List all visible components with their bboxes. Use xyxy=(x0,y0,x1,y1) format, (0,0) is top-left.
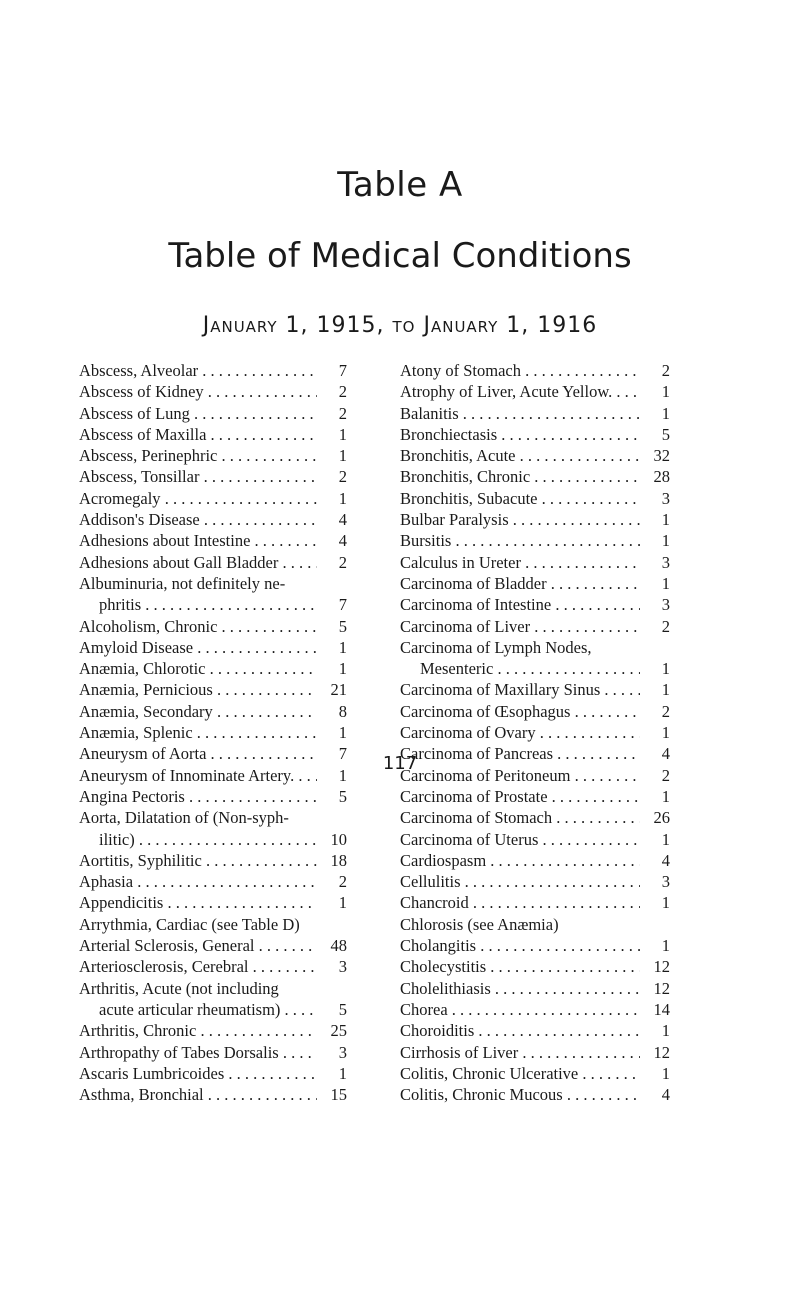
case-count: 1 xyxy=(661,659,670,679)
condition-name: Abscess of Kidney . . . xyxy=(79,381,317,402)
condition-name: acute articular rheumatism) . . . xyxy=(99,999,317,1020)
condition-entry xyxy=(79,616,347,637)
case-count: 3 xyxy=(338,1042,347,1062)
condition-entry xyxy=(79,871,347,892)
condition-entry xyxy=(79,360,347,381)
case-count: 1 xyxy=(661,510,670,530)
condition-name: Carcinoma of Œsophagus . . . xyxy=(400,701,640,722)
condition-entry xyxy=(400,999,670,1020)
condition-entry xyxy=(79,1063,347,1084)
condition-entry xyxy=(79,892,347,913)
condition-name: Choroiditis . . . xyxy=(400,1020,640,1041)
condition-name: Abscess of Maxilla . . . xyxy=(79,424,317,445)
condition-entry xyxy=(400,1020,670,1041)
condition-entry xyxy=(400,637,670,680)
condition-entry xyxy=(400,850,670,871)
condition-name: Arteriosclerosis, Cerebral . . . xyxy=(79,956,317,977)
case-count: 4 xyxy=(338,510,347,530)
condition-entry xyxy=(79,381,347,402)
condition-name: Asthma, Bronchial . . . xyxy=(79,1084,317,1105)
case-count: 2 xyxy=(338,467,347,487)
case-count: 21 xyxy=(330,680,347,700)
condition-entry xyxy=(400,530,670,551)
date-range: January 1, 1915, to January 1, 1916 xyxy=(202,313,598,338)
condition-entry xyxy=(79,1020,347,1041)
case-count: 48 xyxy=(330,936,347,956)
case-count: 1 xyxy=(661,1021,670,1041)
condition-entry xyxy=(400,701,670,722)
case-count: 12 xyxy=(653,978,670,998)
case-count: 8 xyxy=(338,701,347,721)
condition-entry xyxy=(79,1084,347,1105)
case-count: 4 xyxy=(661,744,670,764)
condition-name: Aortitis, Syphilitic . . . xyxy=(79,850,317,871)
condition-name: Abscess, Tonsillar . . . xyxy=(79,466,317,487)
condition-entry xyxy=(400,786,670,807)
condition-name: Anæmia, Secondary . . . xyxy=(79,701,317,722)
condition-entry xyxy=(79,509,347,530)
left-column xyxy=(79,360,347,1105)
condition-name: Atony of Stomach . . . xyxy=(400,360,640,381)
condition-name: Carcinoma of Peritoneum . . . xyxy=(400,765,640,786)
case-count: 5 xyxy=(661,424,670,444)
condition-entry xyxy=(79,573,347,616)
condition-name: phritis . . . xyxy=(99,594,317,615)
condition-entry xyxy=(400,381,670,402)
condition-name: Abscess, Perinephric . . . xyxy=(79,445,317,466)
case-count: 1 xyxy=(661,680,670,700)
case-count: 1 xyxy=(338,446,347,466)
condition-entry xyxy=(400,935,670,956)
case-count: 3 xyxy=(661,552,670,572)
case-count: 32 xyxy=(653,446,670,466)
condition-entry xyxy=(400,424,670,445)
case-count: 12 xyxy=(653,1042,670,1062)
case-count: 5 xyxy=(338,616,347,636)
condition-name: Atrophy of Liver, Acute Yellow. . . . xyxy=(400,381,640,402)
case-count: 2 xyxy=(661,616,670,636)
case-count: 1 xyxy=(338,659,347,679)
condition-entry xyxy=(79,424,347,445)
condition-name: Carcinoma of Pancreas . . . xyxy=(400,743,640,764)
case-count: 1 xyxy=(338,1063,347,1083)
condition-name: Addison's Disease . . . xyxy=(79,509,317,530)
condition-name: Chorea . . . xyxy=(400,999,640,1020)
condition-name: Bronchitis, Chronic . . . xyxy=(400,466,640,487)
case-count: 2 xyxy=(338,403,347,423)
condition-name: Cholecystitis . . . xyxy=(400,956,640,977)
case-count: 25 xyxy=(330,1021,347,1041)
case-count: 26 xyxy=(653,808,670,828)
case-count: 3 xyxy=(661,488,670,508)
table-label: Table A xyxy=(337,165,463,205)
condition-name: Abscess, Alveolar . . . xyxy=(79,360,317,381)
case-count: 4 xyxy=(661,1085,670,1105)
case-count: 1 xyxy=(661,893,670,913)
condition-name: Carcinoma of Maxillary Sinus . . . xyxy=(400,679,640,700)
condition-name: Albuminuria, not definitely ne- xyxy=(79,573,286,593)
condition-entry xyxy=(79,445,347,466)
case-count: 1 xyxy=(661,723,670,743)
condition-name: Carcinoma of Lymph Nodes, xyxy=(400,637,592,657)
condition-entry xyxy=(400,722,670,743)
condition-name: Carcinoma of Ovary . . . xyxy=(400,722,640,743)
condition-entry xyxy=(79,658,347,679)
condition-entry xyxy=(400,1042,670,1063)
case-count: 1 xyxy=(661,382,670,402)
condition-entry xyxy=(400,978,670,999)
condition-name: Arterial Sclerosis, General . . . xyxy=(79,935,317,956)
case-count: 5 xyxy=(338,999,347,1019)
case-count: 1 xyxy=(661,573,670,593)
case-count: 1 xyxy=(338,765,347,785)
condition-name: Arrythmia, Cardiac (see Table D) xyxy=(79,914,300,934)
condition-entry xyxy=(79,679,347,700)
condition-entry xyxy=(79,403,347,424)
condition-entry xyxy=(79,978,347,1021)
condition-entry xyxy=(400,360,670,381)
condition-entry xyxy=(400,466,670,487)
condition-name: Anæmia, Chlorotic . . . xyxy=(79,658,317,679)
condition-name: Bronchitis, Acute . . . xyxy=(400,445,640,466)
condition-name: Chlorosis (see Anæmia) xyxy=(400,914,559,934)
condition-name: Chancroid . . . xyxy=(400,892,640,913)
condition-name: Anæmia, Splenic . . . xyxy=(79,722,317,743)
case-count: 18 xyxy=(330,850,347,870)
condition-name: Cholelithiasis . . . xyxy=(400,978,640,999)
case-count: 7 xyxy=(338,595,347,615)
case-count: 1 xyxy=(338,488,347,508)
case-count: 5 xyxy=(338,786,347,806)
case-count: 3 xyxy=(661,595,670,615)
condition-name: Anæmia, Pernicious . . . xyxy=(79,679,317,700)
condition-name: Angina Pectoris . . . xyxy=(79,786,317,807)
condition-name: Aneurysm of Aorta . . . xyxy=(79,743,317,764)
condition-entry xyxy=(400,445,670,466)
condition-entry xyxy=(400,829,670,850)
condition-entry xyxy=(79,956,347,977)
case-count: 15 xyxy=(330,1085,347,1105)
case-count: 2 xyxy=(661,701,670,721)
condition-entry xyxy=(400,871,670,892)
condition-name: Colitis, Chronic Ulcerative . . . xyxy=(400,1063,640,1084)
case-count: 1 xyxy=(661,1063,670,1083)
condition-name: Acromegaly . . . xyxy=(79,488,317,509)
condition-entry xyxy=(79,488,347,509)
case-count: 1 xyxy=(338,893,347,913)
condition-name: Carcinoma of Intestine . . . xyxy=(400,594,640,615)
condition-name: Colitis, Chronic Mucous . . . xyxy=(400,1084,640,1105)
case-count: 1 xyxy=(661,786,670,806)
condition-entry xyxy=(79,637,347,658)
case-count: 1 xyxy=(661,936,670,956)
condition-name: Carcinoma of Stomach . . . xyxy=(400,807,640,828)
condition-entry xyxy=(400,616,670,637)
case-count: 1 xyxy=(661,403,670,423)
condition-name: ilitic) . . . xyxy=(99,829,317,850)
case-count: 4 xyxy=(338,531,347,551)
condition-entry xyxy=(79,914,347,935)
condition-name: Cellulitis . . . xyxy=(400,871,640,892)
case-count: 1 xyxy=(661,829,670,849)
case-count: 28 xyxy=(653,467,670,487)
condition-name: Balanitis . . . xyxy=(400,403,640,424)
condition-name: Mesenteric . . . xyxy=(420,658,640,679)
condition-entry xyxy=(79,807,347,850)
condition-name: Cardiospasm . . . xyxy=(400,850,640,871)
condition-entry xyxy=(79,530,347,551)
condition-entry xyxy=(79,935,347,956)
condition-name: Carcinoma of Prostate . . . xyxy=(400,786,640,807)
case-count: 1 xyxy=(661,531,670,551)
condition-entry xyxy=(400,594,670,615)
right-column xyxy=(400,360,670,1105)
condition-entry xyxy=(400,956,670,977)
case-count: 2 xyxy=(338,552,347,572)
condition-entry xyxy=(400,1084,670,1105)
condition-entry xyxy=(79,1042,347,1063)
condition-entry xyxy=(400,914,670,935)
condition-entry xyxy=(400,573,670,594)
case-count: 2 xyxy=(661,361,670,380)
condition-name: Abscess of Lung . . . xyxy=(79,403,317,424)
condition-entry xyxy=(79,850,347,871)
condition-name: Aphasia . . . xyxy=(79,871,317,892)
condition-entry xyxy=(400,892,670,913)
condition-name: Cirrhosis of Liver . . . xyxy=(400,1042,640,1063)
condition-name: Cholangitis . . . xyxy=(400,935,640,956)
case-count: 12 xyxy=(653,957,670,977)
condition-name: Appendicitis . . . xyxy=(79,892,317,913)
case-count: 7 xyxy=(338,744,347,764)
condition-name: Bronchitis, Subacute . . . xyxy=(400,488,640,509)
case-count: 2 xyxy=(661,765,670,785)
condition-name: Bronchiectasis . . . xyxy=(400,424,640,445)
case-count: 7 xyxy=(338,361,347,380)
condition-entry xyxy=(400,509,670,530)
case-count: 2 xyxy=(338,872,347,892)
case-count: 1 xyxy=(338,723,347,743)
condition-name: Ascaris Lumbricoides . . . xyxy=(79,1063,317,1084)
condition-name: Bursitis . . . xyxy=(400,530,640,551)
condition-entry xyxy=(400,807,670,828)
condition-name: Carcinoma of Bladder . . . xyxy=(400,573,640,594)
case-count: 1 xyxy=(338,637,347,657)
condition-name: Adhesions about Intestine . . . xyxy=(79,530,317,551)
condition-name: Carcinoma of Liver . . . xyxy=(400,616,640,637)
condition-name: Aneurysm of Innominate Artery. . . . xyxy=(79,765,317,786)
case-count: 1 xyxy=(338,424,347,444)
condition-entry xyxy=(79,786,347,807)
condition-name: Adhesions about Gall Bladder . . . xyxy=(79,552,317,573)
case-count: 10 xyxy=(330,829,347,849)
page-number: 117 xyxy=(382,753,418,774)
case-count: 14 xyxy=(653,999,670,1019)
condition-name: Carcinoma of Uterus . . . xyxy=(400,829,640,850)
condition-name: Alcoholism, Chronic . . . xyxy=(79,616,317,637)
condition-entry xyxy=(400,679,670,700)
condition-entry xyxy=(79,701,347,722)
case-count: 4 xyxy=(661,850,670,870)
condition-entry xyxy=(400,403,670,424)
case-count: 3 xyxy=(661,872,670,892)
condition-name: Aorta, Dilatation of (Non-syph- xyxy=(79,808,289,828)
condition-name: Calculus in Ureter . . . xyxy=(400,552,640,573)
condition-name: Bulbar Paralysis . . . xyxy=(400,509,640,530)
case-count: 2 xyxy=(338,382,347,402)
condition-name: Arthritis, Acute (not including xyxy=(79,978,279,998)
condition-entry xyxy=(79,722,347,743)
condition-entry xyxy=(400,488,670,509)
condition-name: Amyloid Disease . . . xyxy=(79,637,317,658)
condition-entry xyxy=(79,552,347,573)
condition-name: Arthritis, Chronic . . . xyxy=(79,1020,317,1041)
condition-entry xyxy=(400,552,670,573)
condition-entry xyxy=(400,1063,670,1084)
condition-entry xyxy=(79,466,347,487)
case-count: 3 xyxy=(338,957,347,977)
page-title: Table of Medical Conditions xyxy=(168,236,632,276)
condition-name: Arthropathy of Tabes Dorsalis . . . xyxy=(79,1042,317,1063)
